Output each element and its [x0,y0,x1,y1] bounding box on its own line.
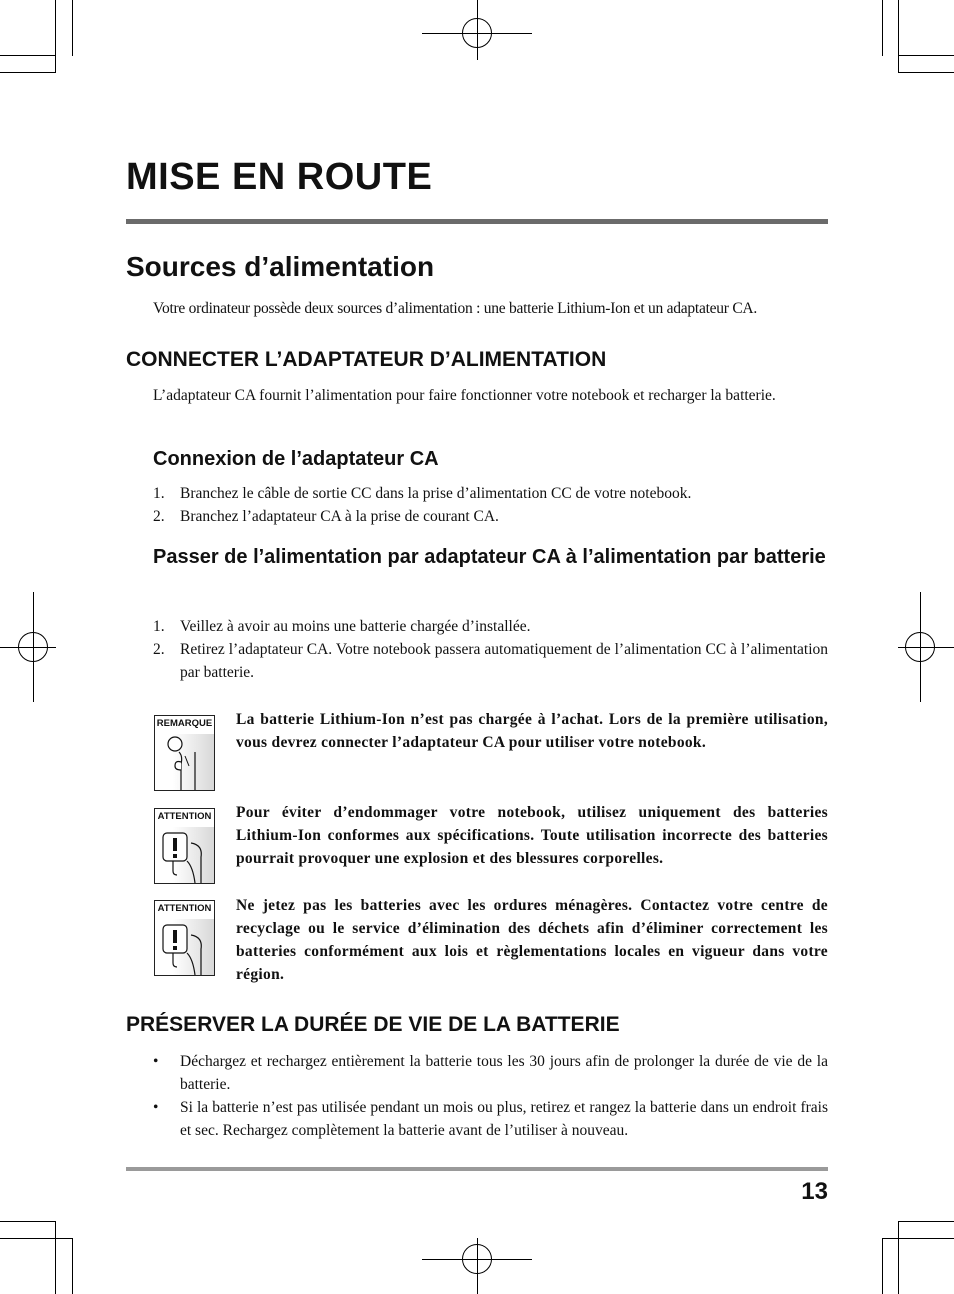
list-number: 1. [153,485,165,502]
list-item [153,505,828,528]
list-item [153,1050,828,1096]
list-item [153,615,828,638]
exclamation-icon [155,919,216,975]
exclamation-icon [155,827,216,883]
note-text: Ne jetez pas les batteries avec les ordures ménagères. Contactez votre centre de recyclage ou le service d’élimination des déchets afin d’éliminer correctement les batteries conformément aux lois et règlementations locales en vigueur dans votre région. [236,897,828,983]
list-text: Si la batterie n’est pas utilisée pendant un mois ou plus, retirez et rangez la batterie dans un endroit frais et sec. Rechargez complètement la batterie avant de l’utiliser à nouveau. [180,1099,828,1139]
list-number: 2. [153,641,165,658]
person-thinking-icon [155,734,216,790]
note-text: La batterie Lithium-Ion n’est pas chargée à l’achat. Lors de la première utilisation, vous devrez connecter l’adaptateur CA pour utiliser votre notebook. [236,711,828,751]
list-text: Branchez l’adaptateur CA à la prise de courant CA. [180,508,499,525]
title-divider [126,219,828,224]
bullet: • [153,1099,159,1116]
section-title: Sources d’alimentation [126,251,435,282]
attention-badge [154,808,215,884]
list-item [153,1096,828,1142]
list-text: Branchez le câble de sortie CC dans la prise d’alimentation CC de votre notebook. [180,485,692,502]
connect-heading: Connexion de l’adaptateur CA [153,448,439,470]
note-label: ATTENTION [157,903,212,914]
attention-badge [154,900,215,976]
page-number: 13 [801,1178,828,1205]
note-label: ATTENTION [157,811,212,822]
list-number: 1. [153,618,165,635]
list-number: 2. [153,508,165,525]
intro-paragraph: Votre ordinateur possède deux sources d’alimentation : une batterie Lithium-Ion et un adaptateur CA. [153,300,757,317]
switch-heading: Passer de l’alimentation par adaptateur CA à l’alimentation par batterie [153,546,826,568]
list-item [153,482,828,505]
list-text: Déchargez et rechargez entièrement la batterie tous les 30 jours afin de prolonger la durée de vie de la batterie. [180,1053,828,1093]
battery-heading: PRÉSERVER LA DURÉE DE VIE DE LA BATTERIE [126,1013,620,1036]
list-text: Retirez l’adaptateur CA. Votre notebook passera automatiquement de l’alimentation CC à l’alimentation par batterie. [180,641,828,681]
list-item [153,638,828,684]
adapter-heading: CONNECTER L’ADAPTATEUR D’ALIMENTATION [126,348,607,371]
list-text: Veillez à avoir au moins une batterie chargée d’installée. [180,618,531,635]
page-title: MISE EN ROUTE [126,156,433,198]
remarque-badge [154,715,215,791]
bullet: • [153,1053,159,1070]
note-label: REMARQUE [156,718,213,729]
adapter-paragraph: L’adaptateur CA fournit l’alimentation pour faire fonctionner votre notebook et recharger la batterie. [153,387,776,404]
note-text: Pour éviter d’endommager votre notebook, utilisez uniquement des batteries Lithium-Ion conformes aux spécifications. Toute utilisation incorrecte des batteries pourrait provoquer une explosion et des blessures corporelles. [236,804,828,867]
footer-divider [126,1167,828,1171]
